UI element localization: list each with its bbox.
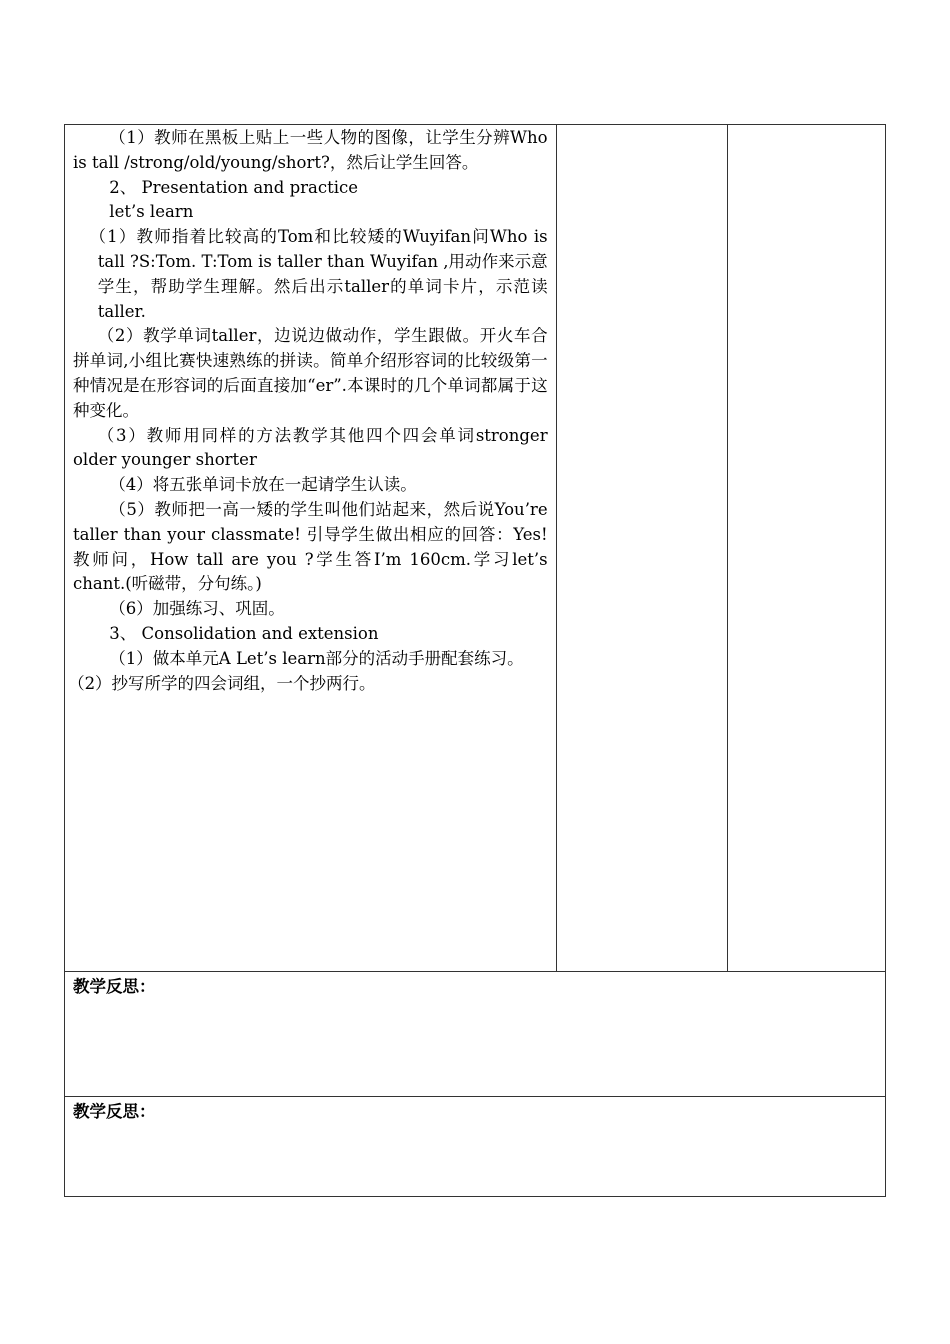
reflection-cell-1 bbox=[65, 972, 886, 1097]
reflection-row-2 bbox=[65, 1097, 886, 1197]
presentation-step-4: （4）将五张单词卡放在一起请学生认读。 bbox=[109, 475, 417, 495]
reflection-label-1: 教学反思： bbox=[73, 977, 156, 996]
presentation-step-5: （5）教师把一高一矮的学生叫他们站起来，然后说You’re taller than your classmate! 引导学生做出相应的回答：Yes!教师问，How tall are you ?学生答I’m 160cm.学习let’s chant.(听磁带，分句练。) bbox=[73, 499, 548, 594]
teaching-process-row bbox=[65, 125, 886, 972]
presentation-step-6: （6）加强练习、巩固。 bbox=[109, 599, 285, 619]
reflection-cell-2 bbox=[65, 1097, 886, 1197]
section-consolidation-heading: 3、 Consolidation and extension bbox=[109, 623, 379, 643]
presentation-step-1: （1）教师指着比较高的Tom和比较矮的Wuyifan问Who is tall ?S:Tom. T:Tom is taller than Wuyifan ,用动作来示意学生，帮助学生理解。然后出示taller的单词卡片，示范读taller. bbox=[89, 227, 548, 321]
teaching-steps-cell bbox=[65, 125, 557, 972]
right-empty-cell bbox=[727, 125, 885, 972]
reflection-row-1 bbox=[65, 972, 886, 1097]
consolidation-step-1: （1）做本单元A Let’s learn部分的活动手册配套练习。 bbox=[109, 648, 524, 668]
presentation-step-2: （2）教学单词taller，边说边做动作，学生跟做。开火车合拼单词,小组比赛快速熟练的拼读。简单介绍形容词的比较级第一种情况是在形容词的后面直接加“er”.本课时的几个单词都属于这种变化。 bbox=[73, 326, 548, 420]
middle-empty-cell bbox=[556, 125, 727, 972]
presentation-step-3: （3）教师用同样的方法教学其他四个四会单词stronger older younger shorter bbox=[73, 425, 548, 470]
teaching-steps-content bbox=[65, 125, 556, 696]
reflection-label-2: 教学反思： bbox=[73, 1102, 156, 1121]
consolidation-step-2: （2）抄写所学的四会词组，一个抄两行。 bbox=[68, 673, 376, 693]
lets-learn-heading: let’s learn bbox=[109, 202, 194, 222]
section-presentation-heading: 2、 Presentation and practice bbox=[109, 177, 359, 197]
lesson-plan-table bbox=[64, 124, 886, 1197]
step-warmup-1: （1）教师在黑板上贴上一些人物的图像，让学生分辨Who is tall /strong/old/young/short?，然后让学生回答。 bbox=[73, 128, 548, 172]
